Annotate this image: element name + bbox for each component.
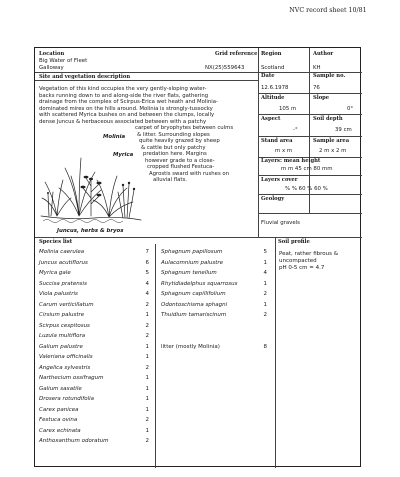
species-row bbox=[39, 281, 153, 287]
species-name: Viola palustris bbox=[39, 291, 78, 297]
species-row bbox=[39, 333, 153, 339]
description-line: backs running down to and along-side the river flats, gathering bbox=[39, 92, 209, 99]
sample-area-value: 2 m x 2 m bbox=[319, 148, 347, 154]
region-value: Scotland bbox=[261, 65, 285, 71]
divider bbox=[258, 175, 362, 176]
author-label: Author bbox=[313, 51, 334, 57]
species-name: Aulacomnium palustre bbox=[161, 259, 224, 266]
species-name: Angelica sylvestris bbox=[39, 364, 91, 371]
species-row bbox=[39, 417, 153, 423]
description-line: quite heavily grazed by sheep bbox=[139, 138, 220, 145]
site-description-label: Site and vegetation description bbox=[39, 74, 131, 80]
species-cover-value: 1 bbox=[145, 343, 149, 350]
description-line: drainage from the complex of Scirpus-Erica wet heath and Molinia- bbox=[39, 99, 218, 106]
species-name: Thuidium tamariscinum bbox=[161, 312, 227, 318]
species-row bbox=[39, 354, 153, 360]
species-cover-value: 1 bbox=[145, 427, 149, 434]
soil-depth-label: Soil depth bbox=[313, 116, 343, 122]
sketch-label-juncus: Juncus, herbs & bryos bbox=[57, 228, 124, 234]
species-cover-value: 2 bbox=[145, 322, 149, 329]
description-line: cropped flushed Festuca- bbox=[147, 164, 215, 171]
description-line: carpet of bryophytes between culms bbox=[135, 125, 234, 131]
sample-value: 76 bbox=[313, 85, 320, 91]
species-name: Cirsium palustre bbox=[39, 312, 85, 318]
species-cover-value: 2 bbox=[145, 333, 149, 339]
sheet-title: NVC record sheet 10/81 bbox=[289, 7, 367, 14]
species-name: Succisa pratensis bbox=[39, 280, 87, 287]
species-name: Myrica gale bbox=[39, 270, 71, 276]
region-label: Region bbox=[261, 51, 282, 57]
aspect-value: -° bbox=[293, 127, 298, 133]
species-row bbox=[39, 291, 153, 297]
species-row bbox=[39, 270, 153, 276]
layers-cover-value: % % 60 % 60 % bbox=[285, 186, 328, 192]
species-row bbox=[161, 302, 271, 308]
species-name: Molinia caerulea bbox=[39, 249, 85, 255]
date-label: Date bbox=[261, 73, 275, 79]
species-row bbox=[39, 365, 153, 371]
species-row bbox=[39, 312, 153, 318]
description-line: with scattered Myrica bushes on and between the clumps, locally bbox=[39, 112, 215, 119]
species-cover-value: 1 bbox=[145, 385, 149, 392]
divider bbox=[275, 237, 276, 468]
species-name: Odontoschisma sphagni bbox=[161, 301, 228, 308]
grid-value: NX(25)559643 bbox=[205, 65, 245, 71]
description-line: dominated mires on the hills around. Molinia is strongly-tussocky bbox=[39, 105, 213, 112]
species-row bbox=[161, 281, 271, 287]
slope-value: 0° bbox=[347, 106, 354, 112]
species-cover-value: 7 bbox=[145, 249, 149, 255]
soil-profile-line: Peat, rather fibrous & bbox=[279, 251, 339, 257]
species-row bbox=[39, 323, 153, 329]
species-cover-value: 4 bbox=[263, 270, 267, 276]
species-row bbox=[161, 291, 271, 297]
species-cover-value: 1 bbox=[145, 312, 149, 318]
species-name: Rhytidiadelphus squarrosus bbox=[161, 280, 238, 287]
divider bbox=[258, 48, 259, 72]
species-cover-value: 4 bbox=[145, 280, 149, 287]
species-cover-value: 4 bbox=[145, 291, 149, 297]
sketch-label-myrica: Myrica bbox=[113, 152, 134, 158]
altitude-value: 105 m bbox=[279, 106, 297, 112]
species-cover-value: 2 bbox=[263, 291, 267, 297]
species-cover-value: 2 bbox=[145, 417, 149, 423]
altitude-label: Altitude bbox=[261, 95, 285, 101]
author-value: KH bbox=[313, 65, 321, 71]
divider bbox=[35, 80, 258, 81]
species-cover-value: 1 bbox=[145, 354, 149, 360]
species-name: Sphagnum capillifolium bbox=[161, 291, 226, 297]
slope-label: Slope bbox=[313, 95, 330, 101]
species-cover-value: 6 bbox=[145, 259, 149, 266]
species-name: Sphagnum papillosum bbox=[161, 249, 223, 255]
divider bbox=[258, 93, 362, 94]
geology-label: Geology bbox=[261, 196, 285, 202]
species-cover-value: 1 bbox=[145, 375, 149, 381]
divider bbox=[258, 114, 362, 115]
location-value: Big Water of Fleet bbox=[39, 58, 88, 64]
species-cover-value: 1 bbox=[145, 396, 149, 402]
date-value: 12.6.1978 bbox=[261, 85, 289, 91]
description-line: dense Juncus & herbaceous associated between with a patchy bbox=[39, 118, 207, 125]
species-cover-value: 5 bbox=[145, 270, 149, 276]
species-row bbox=[39, 386, 153, 392]
divider bbox=[258, 213, 362, 214]
species-name: Luzula multiflora bbox=[39, 333, 86, 339]
species-cover-value: 2 bbox=[145, 364, 149, 371]
species-name: Scirpus cespitosus bbox=[39, 322, 90, 329]
species-name: Galium palustre bbox=[39, 343, 83, 350]
mean-height-value: m m 45 cm 80 mm bbox=[281, 166, 333, 172]
species-row bbox=[39, 428, 153, 434]
layers-cover-label: Layers cover bbox=[261, 177, 298, 183]
species-row bbox=[39, 375, 153, 381]
record-form bbox=[34, 47, 361, 467]
species-name: Valeriana officinalis bbox=[39, 354, 93, 360]
species-name: Galium saxatile bbox=[39, 385, 82, 392]
species-row bbox=[39, 407, 153, 413]
species-row bbox=[39, 438, 153, 444]
species-row bbox=[39, 344, 153, 350]
soil-profile-label: Soil profile bbox=[278, 239, 310, 245]
species-name: Juncus acutiflorus bbox=[39, 259, 88, 266]
description-line: alluvial flats. bbox=[153, 177, 187, 184]
geology-value: Fluvial gravels bbox=[261, 220, 300, 226]
species-name: Carex panicea bbox=[39, 406, 79, 413]
stand-area-label: Stand area bbox=[261, 138, 293, 144]
species-name: Narthecium ossifragum bbox=[39, 375, 104, 381]
description-line: predation here. Margins bbox=[143, 151, 207, 158]
species-row bbox=[39, 302, 153, 308]
soil-profile-line: pH 0-5 cm = 4.7 bbox=[279, 265, 325, 271]
species-cover-value: 1 bbox=[263, 280, 267, 287]
soil-depth-value: 39 cm bbox=[335, 127, 352, 133]
sample-area-label: Sample area bbox=[313, 138, 350, 144]
species-cover-value: 5 bbox=[263, 249, 267, 255]
aspect-label: Aspect bbox=[261, 116, 281, 122]
species-cover-value: 2 bbox=[263, 312, 267, 318]
species-list-label: Species list bbox=[39, 239, 73, 245]
species-row bbox=[39, 249, 153, 255]
species-name: Drosera rotundifolia bbox=[39, 396, 94, 402]
vegetation-sketch-illustration bbox=[39, 128, 143, 238]
location-label: Location bbox=[39, 51, 65, 57]
soil-profile-line: uncompacted bbox=[279, 258, 317, 264]
description-line: Vegetation of this kind occupies the very gently-sloping water- bbox=[39, 86, 207, 92]
mean-height-label: Layers: mean height bbox=[261, 158, 321, 164]
grid-label: Grid reference bbox=[215, 51, 258, 57]
species-row bbox=[161, 249, 271, 255]
species-name: Sphagnum tenellum bbox=[161, 270, 217, 276]
stand-area-value: m x m bbox=[275, 148, 293, 154]
description-line: & cattle but only patchy bbox=[141, 144, 206, 151]
species-row bbox=[39, 396, 153, 402]
species-row-litter bbox=[161, 344, 271, 350]
species-row bbox=[161, 270, 271, 276]
description-line: & litter. Surrounding slopes bbox=[137, 131, 210, 138]
species-name: Carum verticillatum bbox=[39, 301, 94, 308]
site-description-wrap bbox=[135, 125, 255, 184]
species-row bbox=[161, 312, 271, 318]
description-line: Agrostis sward with rushes on bbox=[149, 170, 230, 177]
location-sub: Galloway bbox=[39, 65, 64, 71]
site-description-text bbox=[39, 86, 255, 125]
species-row bbox=[39, 260, 153, 266]
divider bbox=[155, 244, 156, 468]
species-cover-value: 8 bbox=[263, 344, 267, 350]
species-cover-value: 1 bbox=[145, 406, 149, 413]
species-name: Anthoxanthum odoratum bbox=[39, 438, 109, 444]
divider bbox=[258, 136, 362, 137]
divider bbox=[35, 237, 362, 238]
species-cover-value: 2 bbox=[145, 301, 149, 308]
species-name: Carex echinata bbox=[39, 427, 81, 434]
species-cover-value: 1 bbox=[263, 301, 267, 308]
description-line: however grade to a close- bbox=[145, 157, 215, 164]
species-row bbox=[161, 260, 271, 266]
divider bbox=[258, 194, 362, 195]
sample-label: Sample no. bbox=[313, 73, 346, 79]
species-cover-value: 2 bbox=[145, 438, 149, 444]
species-cover-value: 1 bbox=[263, 259, 267, 266]
sketch-label-molinia: Molinia bbox=[103, 134, 126, 140]
species-name: Festuca ovina bbox=[39, 417, 78, 423]
species-name: litter (mostly Molinia) bbox=[161, 344, 220, 350]
